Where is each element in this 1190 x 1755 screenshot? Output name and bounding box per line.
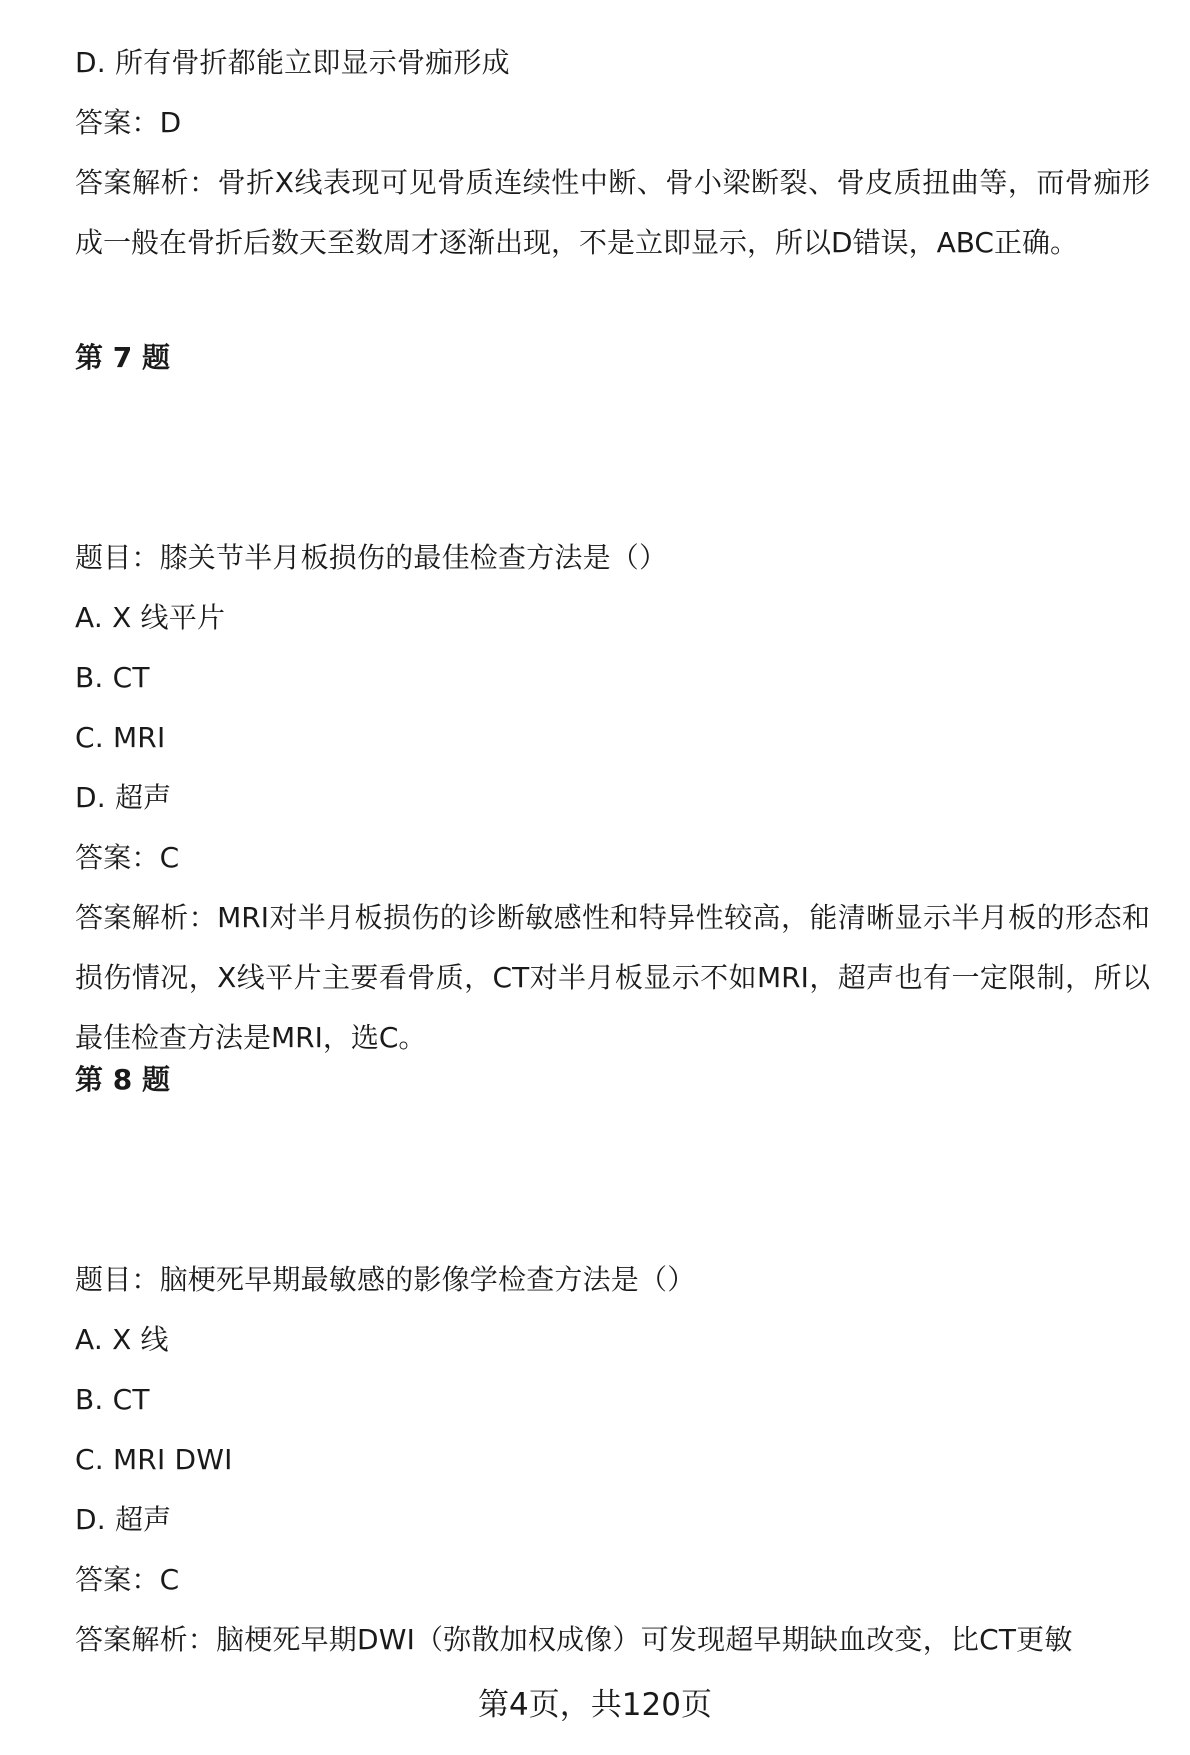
answer: 答案：D [75,106,182,139]
answer: 答案：C [75,1563,180,1596]
option-a: A. X 线平片 [75,601,226,634]
option-d: D. 超声 [75,1503,172,1536]
option-b: B. CT [75,1383,150,1416]
question-stem: 题目：脑梗死早期最敏感的影像学检查方法是（） [75,1263,696,1296]
option-c: C. MRI [75,721,166,754]
option-b: B. CT [75,661,150,694]
question-stem: 题目：膝关节半月板损伤的最佳检查方法是（） [75,541,668,574]
answer: 答案：C [75,841,180,874]
option-d: D. 超声 [75,781,172,814]
option-c: C. MRI DWI [75,1443,233,1476]
question-heading-8: 第 8 题 [75,1063,170,1096]
prev-question [75,33,1150,273]
question-8-body [75,1250,1073,1670]
question-heading-7: 第 7 题 [75,341,170,374]
answer-explanation: 答案解析：脑梗死早期DWI（弥散加权成像）可发现超早期缺血改变，比CT更敏 [75,1623,1073,1656]
answer-explanation: 答案解析：骨折X线表现可见骨质连续性中断、骨小梁断裂、骨皮质扭曲等，而骨痂形成一般在骨折后数天至数周才逐渐出现，不是立即显示，所以D错误，ABC正确。 [75,166,1150,259]
option-d: D. 所有骨折都能立即显示骨痂形成 [75,46,510,79]
answer-explanation: 答案解析：MRI对半月板损伤的诊断敏感性和特异性较高，能清晰显示半月板的形态和损伤情况，X线平片主要看骨质，CT对半月板显示不如MRI，超声也有一定限制，所以最佳检查方法是MRI，选C。 [75,901,1150,1054]
page-footer: 第4页，共120页 [478,1687,712,1723]
question-7-body [75,528,1150,1068]
option-a: A. X 线 [75,1323,169,1356]
